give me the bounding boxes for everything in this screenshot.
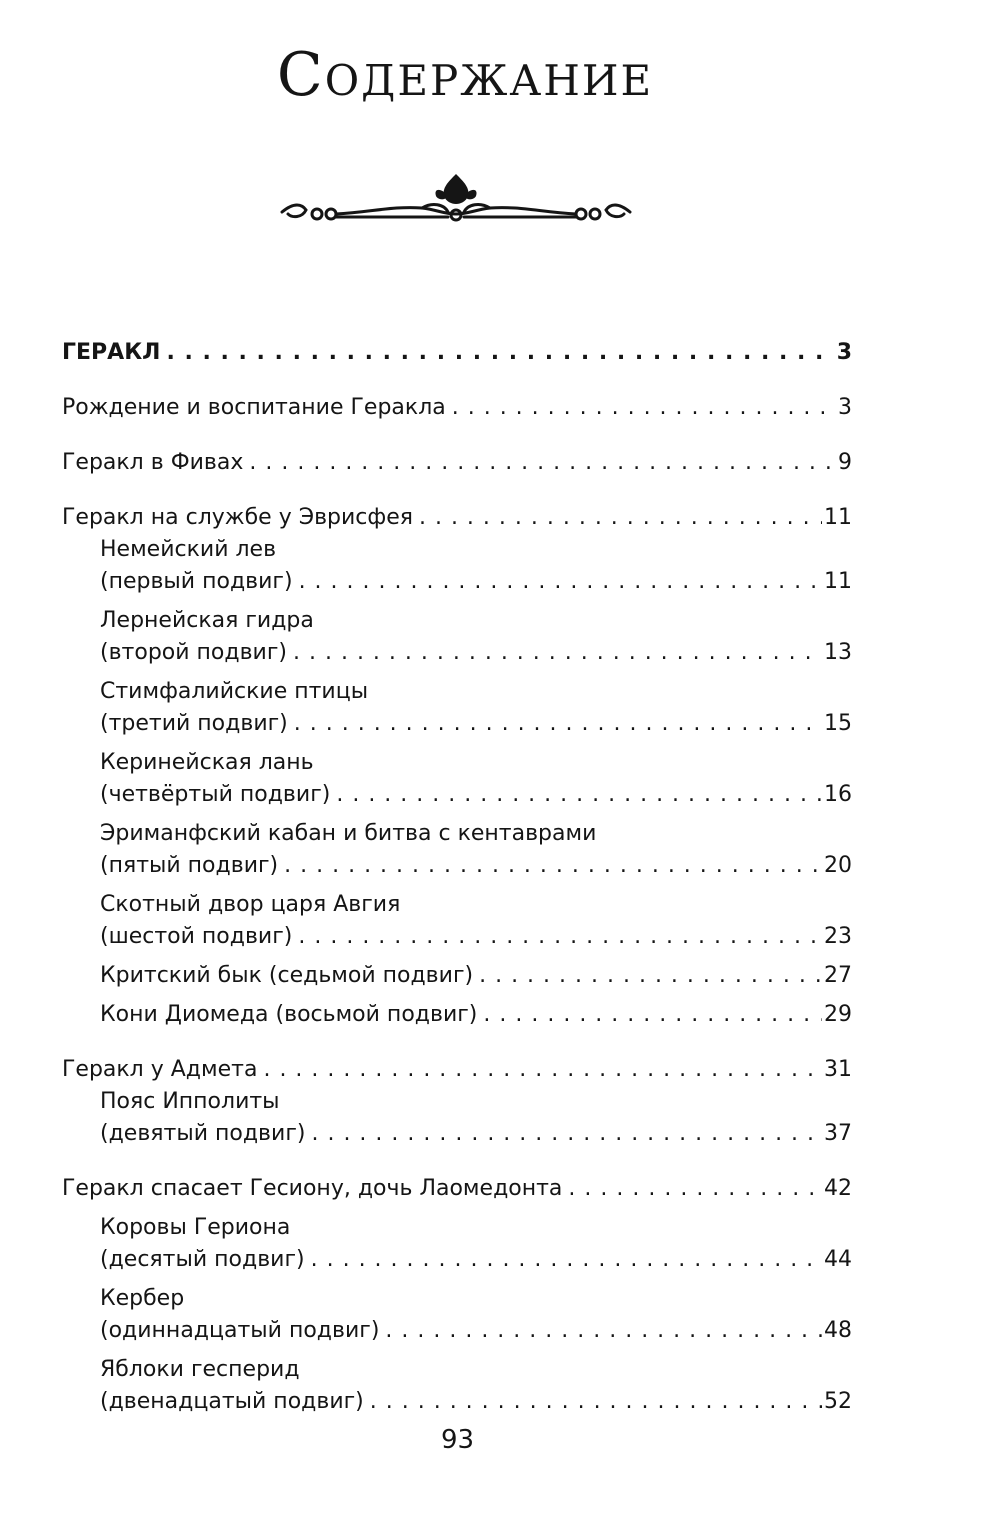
toc-entry-label: (шестой подвиг) bbox=[100, 924, 293, 949]
dot-leader bbox=[294, 708, 822, 740]
toc-entry-label: Геракл на службе у Эврисфея bbox=[62, 505, 413, 530]
page-number: 93 bbox=[440, 1425, 475, 1455]
toc-entry-herakles[interactable] bbox=[62, 337, 852, 369]
toc-entry-label: (десятый подвиг) bbox=[100, 1247, 305, 1272]
toc-subentry[interactable] bbox=[62, 1283, 852, 1347]
toc-entry[interactable] bbox=[62, 1054, 852, 1086]
dot-leader bbox=[311, 1244, 822, 1276]
toc-entry-label: Критский бык (седьмой подвиг) bbox=[100, 963, 474, 988]
toc-subentry-title: Эриманфский кабан и битва с кентаврами bbox=[100, 821, 597, 846]
page-title: Содержание bbox=[276, 40, 654, 110]
toc-entry-page: 11 bbox=[824, 505, 852, 530]
toc-entry-label: (четвёртый подвиг) bbox=[100, 782, 331, 807]
toc-entry-page: 23 bbox=[824, 924, 852, 949]
toc-entry-label: (второй подвиг) bbox=[100, 640, 287, 665]
toc-entry-page: 16 bbox=[824, 782, 852, 807]
toc-entry-page: 44 bbox=[824, 1247, 852, 1272]
toc-subentry[interactable] bbox=[62, 676, 852, 740]
toc-subentry[interactable] bbox=[62, 1354, 852, 1418]
toc-entry-label: (одиннадцатый подвиг) bbox=[100, 1318, 380, 1343]
toc-entry-label: Геракл спасает Гесиону, дочь Лаомедонта bbox=[62, 1176, 563, 1201]
toc-subentry-title: Скотный двор царя Авгия bbox=[100, 892, 401, 917]
toc-entry-label: Геракл в Фивах bbox=[62, 450, 244, 475]
table-of-contents bbox=[62, 337, 852, 1418]
toc-entry-page: 52 bbox=[824, 1389, 852, 1414]
toc-subentry-title: Немейский лев bbox=[100, 537, 277, 562]
dot-leader bbox=[568, 1173, 822, 1205]
dot-leader bbox=[263, 1054, 822, 1086]
dot-leader bbox=[299, 566, 822, 598]
toc-entry[interactable] bbox=[62, 447, 852, 479]
toc-entry[interactable] bbox=[62, 1173, 852, 1205]
toc-entry-page: 42 bbox=[824, 1176, 852, 1201]
toc-entry-label: (пятый подвиг) bbox=[100, 853, 279, 878]
toc-entry-page: 15 bbox=[824, 711, 852, 736]
dot-leader bbox=[311, 1118, 822, 1150]
toc-subentry-title: Лернейская гидра bbox=[100, 608, 314, 633]
toc-subentry[interactable] bbox=[62, 1086, 852, 1150]
dot-leader bbox=[293, 637, 822, 669]
toc-subentry[interactable] bbox=[62, 889, 852, 953]
dot-leader bbox=[483, 999, 822, 1031]
toc-subentry[interactable] bbox=[62, 747, 852, 811]
toc-entry-page: 11 bbox=[824, 569, 852, 594]
dot-leader bbox=[452, 392, 836, 424]
toc-entry-label: Кони Диомеда (восьмой подвиг) bbox=[100, 1002, 478, 1027]
dot-leader bbox=[249, 447, 836, 479]
toc-entry-page: 31 bbox=[824, 1057, 852, 1082]
toc-subentry[interactable] bbox=[62, 1212, 852, 1276]
toc-entry-label: (двенадцатый подвиг) bbox=[100, 1389, 364, 1414]
toc-entry-page: 27 bbox=[824, 963, 852, 988]
toc-entry-label: Рождение и воспитание Геракла bbox=[62, 395, 446, 420]
dot-leader bbox=[385, 1315, 822, 1347]
dot-leader bbox=[298, 921, 822, 953]
toc-entry-page: 9 bbox=[838, 450, 852, 475]
dot-leader bbox=[479, 960, 822, 992]
toc-entry-label: Геракл у Адмета bbox=[62, 1057, 258, 1082]
toc-subentry[interactable] bbox=[62, 818, 852, 882]
toc-subentry-title: Яблоки гесперид bbox=[100, 1357, 300, 1382]
toc-entry[interactable] bbox=[62, 392, 852, 424]
toc-subentry[interactable] bbox=[62, 960, 852, 992]
toc-subentry-title: Стимфалийские птицы bbox=[100, 679, 369, 704]
dot-leader bbox=[336, 779, 822, 811]
toc-entry-page: 3 bbox=[838, 395, 852, 420]
toc-entry-page: 29 bbox=[824, 1002, 852, 1027]
toc-entry-page: 48 bbox=[824, 1318, 852, 1343]
toc-entry-page: 13 bbox=[824, 640, 852, 665]
toc-subentry-title: Пояс Ипполиты bbox=[100, 1089, 280, 1114]
toc-subentry-title: Коровы Гериона bbox=[100, 1215, 291, 1240]
toc-subentry-title: Кербер bbox=[100, 1286, 185, 1311]
toc-entry-page: 37 bbox=[824, 1121, 852, 1146]
toc-entry-page: 20 bbox=[824, 853, 852, 878]
dot-leader bbox=[370, 1386, 822, 1418]
dot-leader bbox=[419, 502, 822, 534]
toc-subentry[interactable] bbox=[62, 534, 852, 598]
toc-subentry[interactable] bbox=[62, 999, 852, 1031]
toc-entry-page: 3 bbox=[836, 340, 852, 365]
toc-entry[interactable] bbox=[62, 502, 852, 534]
dot-leader bbox=[284, 850, 822, 882]
toc-subentry[interactable] bbox=[62, 605, 852, 669]
toc-entry-label: (первый подвиг) bbox=[100, 569, 293, 594]
toc-subentry-title: Керинейская лань bbox=[100, 750, 314, 775]
dot-leader bbox=[166, 337, 834, 369]
toc-entry-label: (третий подвиг) bbox=[100, 711, 288, 736]
toc-entry-label: (девятый подвиг) bbox=[100, 1121, 306, 1146]
vine-scroll-ornament-icon bbox=[272, 168, 640, 232]
toc-entry-label: ГЕРАКЛ bbox=[62, 340, 161, 365]
